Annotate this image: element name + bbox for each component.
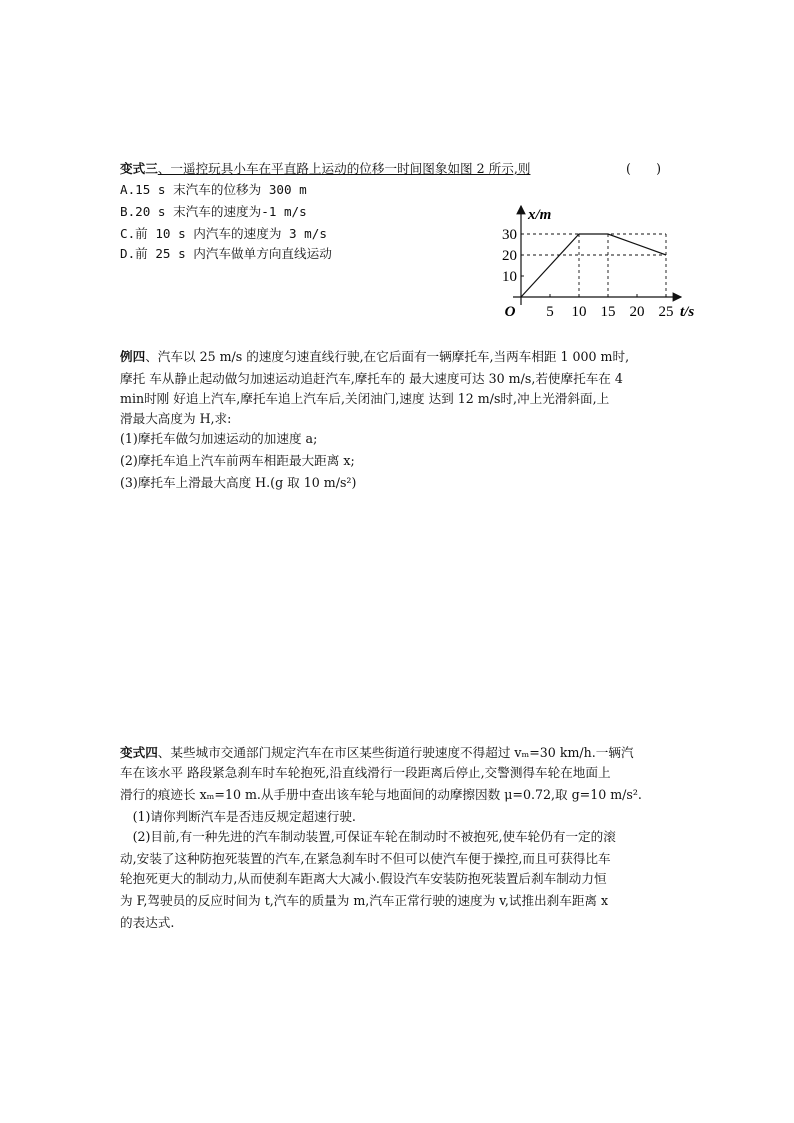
ex4-label: 例四: [120, 349, 146, 364]
v4-part-2-line-1: (2)目前,有一种先进的汽车制动装置,可保证车轮在制动时不被抱死,使车轮仍有一定的滚: [120, 829, 616, 844]
q3-stem: 、一遥控玩具小车在平直路上运动的位移一时间图象如图 2 所示,则: [157, 161, 531, 176]
ex4-part-3: (3)摩托车上滑最大高度 H.(g 取 10 m/s²): [120, 475, 357, 490]
x-tick-label-25: 25: [658, 304, 674, 320]
v4-part-2-line-5: 的表达式.: [120, 915, 175, 930]
y-axis-label: x/m: [528, 207, 552, 223]
v4-part-2-line-4: 为 F,驾驶员的反应时间为 t,汽车的质量为 m,汽车正常行驶的速度为 v,试推出刹车距离 x: [120, 893, 609, 908]
v4-part-2-line-3: 轮抱死更大的制动力,从而使刹车距离大大减小.假设汽车安装防抱死装置后刹车制动力恒: [120, 871, 607, 886]
v4-line-2: 车在该水平 路段紧急刹车时车轮抱死,沿直线滑行一段距离后停止,交警测得车轮在地面上: [120, 765, 611, 780]
v4-line-1: [120, 744, 634, 762]
v4-line-3: 滑行的痕迹长 xₘ=10 m.从手册中查出该车轮与地面间的动摩擦因数 μ=0.72,取 g=10 m/s².: [120, 787, 642, 802]
q3-option-c: C.前 10 s 内汽车的速度为 3 m/s: [120, 226, 327, 241]
dashed-guides: [521, 234, 666, 297]
y-tick-labels: [502, 227, 517, 285]
x-tick-label-10: 10: [571, 304, 587, 320]
v4-label: 变式四: [120, 745, 158, 760]
v4-text-1: 、某些城市交通部门规定汽车在市区某些街道行驶速度不得超过 vₘ=30 km/h.一辆汽: [157, 745, 634, 760]
series-line: [521, 234, 666, 297]
q3-option-b: B.20 s 末汽车的速度为-1 m/s: [120, 204, 307, 219]
origin-label: O: [504, 304, 516, 320]
x-tick-label-5: 5: [546, 304, 554, 320]
ex4-part-1: (1)摩托车做匀加速运动的加速度 a;: [120, 431, 318, 446]
q3-option-d: D.前 25 s 内汽车做单方向直线运动: [120, 246, 332, 261]
ex4-line-1: [120, 348, 629, 366]
x-tick-labels: [546, 304, 673, 320]
q3-stem-line: [120, 160, 530, 178]
x-tick-label-15: 15: [600, 304, 616, 320]
ex4-line-2: 摩托 车从静止起动做匀加速运动追赶汽车,摩托车的 最大速度可达 30 m/s,若使摩托车在 4: [120, 371, 623, 386]
ex4-line-4: 滑最大高度为 H,求:: [120, 411, 232, 426]
x-axis-label: t/s: [680, 304, 695, 320]
ex4-text-1: 、汽车以 25 m/s 的速度匀速直线行驶,在它后面有一辆摩托车,当两车相距 1 000 m时,: [145, 349, 630, 364]
y-tick-label-10: 10: [502, 269, 517, 285]
y-tick-label-20: 20: [502, 248, 517, 264]
q3-answer-bracket: ( ): [626, 161, 662, 176]
position-time-graph: [490, 200, 705, 325]
v4-part-1: (1)请你判断汽车是否违反规定超速行驶.: [120, 809, 356, 824]
q3-option-a: A.15 s 末汽车的位移为 300 m: [120, 182, 307, 197]
y-tick-label-30: 30: [502, 227, 517, 243]
tick-marks: [521, 234, 666, 297]
q3-label: 变式三: [120, 161, 158, 176]
v4-part-2-line-2: 动,安装了这种防抱死装置的汽车,在紧急刹车时不但可以使汽车便于操控,而且可获得比车: [120, 851, 611, 866]
ex4-part-2: (2)摩托车追上汽车前两车相距最大距离 x;: [120, 453, 355, 468]
ex4-line-3: min时刚 好追上汽车,摩托车追上汽车后,关闭油门,速度 达到 12 m/s时,冲上光滑斜面,上: [120, 391, 610, 406]
x-tick-label-20: 20: [629, 304, 645, 320]
